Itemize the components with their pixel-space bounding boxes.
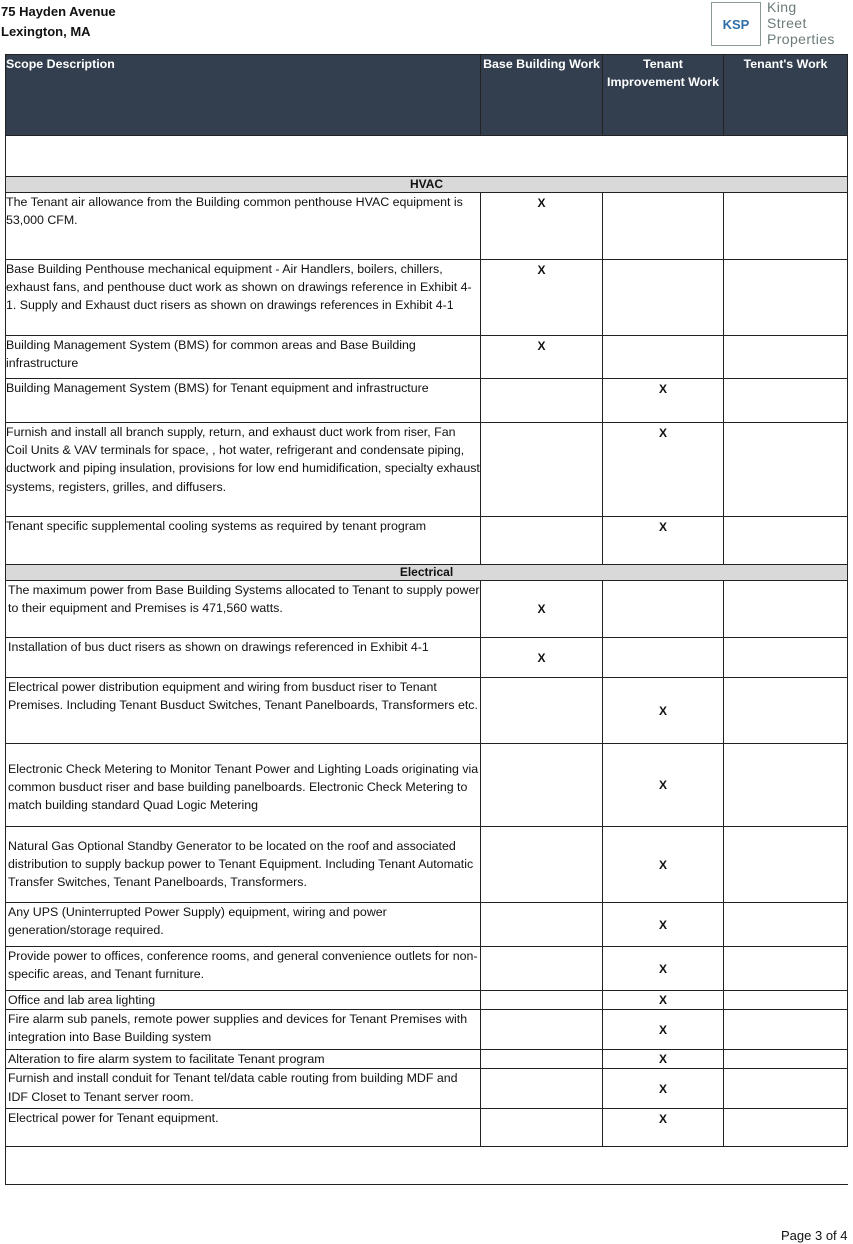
tenants-work-mark [724, 193, 848, 260]
tenant-improvement-mark: X [603, 1109, 724, 1147]
spacer-row [6, 136, 848, 177]
table-row [6, 581, 848, 638]
scope-description: Installation of bus duct risers as shown on drawings referenced in Exhibit 4-1 [6, 638, 481, 678]
table-row [6, 260, 848, 336]
tenant-improvement-mark: X [603, 903, 724, 947]
table-row [6, 638, 848, 678]
base-building-mark [481, 423, 603, 517]
table-row [6, 991, 848, 1010]
tenant-improvement-mark [603, 260, 724, 336]
table-row [6, 903, 848, 947]
tenant-improvement-mark [603, 336, 724, 379]
logo-abbrev: KSP [711, 2, 761, 46]
tenants-work-mark [724, 336, 848, 379]
tenants-work-mark [724, 1010, 848, 1050]
scope-description: Tenant specific supplemental cooling systems as required by tenant program [6, 517, 481, 565]
tenants-work-mark [724, 1069, 848, 1109]
scope-description: Alteration to fire alarm system to facilitate Tenant program [6, 1050, 481, 1069]
logo-name-line: King [767, 0, 797, 15]
section-row [6, 177, 848, 193]
base-building-mark [481, 379, 603, 423]
base-building-mark [481, 1050, 603, 1069]
tenant-improvement-mark: X [603, 947, 724, 991]
column-header-scope: Scope Description [6, 55, 481, 136]
scope-description: Fire alarm sub panels, remote power supplies and devices for Tenant Premises with integration into Base Building system [6, 1010, 481, 1050]
base-building-mark: X [481, 581, 603, 638]
table-row [6, 1050, 848, 1069]
scope-description: Base Building Penthouse mechanical equipment - Air Handlers, boilers, chillers, exhaust fans, and penthouse duct work as shown on drawings reference in Exhibit 4-1. Supply and Exhaust duct risers as shown on drawings references in Exhibit 4-1 [6, 260, 481, 336]
column-header-tenant-improvement: Tenant Improvement Work [603, 55, 724, 136]
section-title-hvac: HVAC [6, 177, 848, 193]
spacer-cell [6, 136, 848, 177]
table-row [6, 1069, 848, 1109]
base-building-mark: X [481, 260, 603, 336]
spacer-cell [6, 1147, 848, 1185]
tenants-work-mark [724, 991, 848, 1010]
table-row [6, 193, 848, 260]
logo-name [767, 0, 835, 47]
tenants-work-mark [724, 827, 848, 903]
section-row [6, 565, 848, 581]
tenants-work-mark [724, 903, 848, 947]
base-building-mark: X [481, 336, 603, 379]
tenants-work-mark [724, 379, 848, 423]
scope-description: The Tenant air allowance from the Building common penthouse HVAC equipment is 53,000 CFM. [6, 193, 481, 260]
section-title-electrical: Electrical [6, 565, 848, 581]
scope-description: The maximum power from Base Building Systems allocated to Tenant to supply power to their equipment and Premises is 471,560 watts. [6, 581, 481, 638]
scope-description: Provide power to offices, conference rooms, and general convenience outlets for non-specific areas, and Tenant furniture. [6, 947, 481, 991]
tenants-work-mark [724, 947, 848, 991]
base-building-mark [481, 1069, 603, 1109]
table-row [6, 336, 848, 379]
tenants-work-mark [724, 678, 848, 744]
base-building-mark [481, 1109, 603, 1147]
tenant-improvement-mark: X [603, 991, 724, 1010]
scope-description: Building Management System (BMS) for common areas and Base Building infrastructure [6, 336, 481, 379]
scope-description: Office and lab area lighting [6, 991, 481, 1010]
base-building-mark [481, 1010, 603, 1050]
table-row [6, 678, 848, 744]
address-line-2: Lexington, MA [1, 24, 91, 39]
base-building-mark [481, 827, 603, 903]
tenant-improvement-mark [603, 193, 724, 260]
table-row [6, 1010, 848, 1050]
tenant-improvement-mark: X [603, 744, 724, 827]
tenants-work-mark [724, 744, 848, 827]
base-building-mark [481, 903, 603, 947]
company-logo [709, 2, 853, 48]
scope-description: Building Management System (BMS) for Tenant equipment and infrastructure [6, 379, 481, 423]
scope-description: Any UPS (Uninterrupted Power Supply) equipment, wiring and power generation/storage required. [6, 903, 481, 947]
tenants-work-mark [724, 1050, 848, 1069]
address-line-1: 75 Hayden Avenue [1, 4, 116, 19]
table-row [6, 827, 848, 903]
base-building-mark: X [481, 638, 603, 678]
tenant-improvement-mark: X [603, 517, 724, 565]
tenants-work-mark [724, 1109, 848, 1147]
tenants-work-mark [724, 638, 848, 678]
table-header-row [6, 55, 848, 136]
tenant-improvement-mark: X [603, 1069, 724, 1109]
table-row [6, 1109, 848, 1147]
scope-description: Electrical power distribution equipment and wiring from busduct riser to Tenant Premises. Including Tenant Busduct Switches, Tenant Panelboards, Transformers etc. [6, 678, 481, 744]
tenants-work-mark [724, 260, 848, 336]
column-header-tenants-work: Tenant's Work [724, 55, 848, 136]
spacer-row [6, 1147, 848, 1185]
table-row [6, 744, 848, 827]
table-row [6, 947, 848, 991]
scope-table [5, 54, 848, 1185]
page-number: Page 3 of 4 [781, 1228, 848, 1243]
scope-description: Electrical power for Tenant equipment. [6, 1109, 481, 1147]
scope-description: Furnish and install all branch supply, return, and exhaust duct work from riser, Fan Coil Units & VAV terminals for space, , hot water, refrigerant and condensate piping, ductwork and piping insulation, provisions for low end humidification, specialty exhaust systems, registers, grilles, and diffusers. [6, 423, 481, 517]
base-building-mark [481, 991, 603, 1010]
tenant-improvement-mark: X [603, 423, 724, 517]
tenant-improvement-mark [603, 638, 724, 678]
scope-description: Natural Gas Optional Standby Generator to be located on the roof and associated distribution to supply backup power to Tenant Equipment. Including Tenant Automatic Transfer Switches, Tenant Panelboards, Transformers. [6, 827, 481, 903]
property-address [1, 2, 116, 42]
column-header-base-building: Base Building Work [481, 55, 603, 136]
base-building-mark: X [481, 193, 603, 260]
base-building-mark [481, 744, 603, 827]
logo-name-line: Street [767, 15, 807, 31]
tenants-work-mark [724, 517, 848, 565]
tenant-improvement-mark [603, 581, 724, 638]
logo-name-line: Properties [767, 31, 835, 47]
scope-description: Furnish and install conduit for Tenant tel/data cable routing from building MDF and IDF Closet to Tenant server room. [6, 1069, 481, 1109]
base-building-mark [481, 517, 603, 565]
base-building-mark [481, 947, 603, 991]
table-row [6, 379, 848, 423]
tenant-improvement-mark: X [603, 1050, 724, 1069]
tenant-improvement-mark: X [603, 379, 724, 423]
tenants-work-mark [724, 423, 848, 517]
table-row [6, 423, 848, 517]
tenant-improvement-mark: X [603, 827, 724, 903]
tenants-work-mark [724, 581, 848, 638]
tenant-improvement-mark: X [603, 678, 724, 744]
table-row [6, 517, 848, 565]
base-building-mark [481, 678, 603, 744]
tenant-improvement-mark: X [603, 1010, 724, 1050]
scope-description: Electronic Check Metering to Monitor Tenant Power and Lighting Loads originating via common busduct riser and base building panelboards. Electronic Check Metering to match building standard Quad Logic Metering [6, 744, 481, 827]
